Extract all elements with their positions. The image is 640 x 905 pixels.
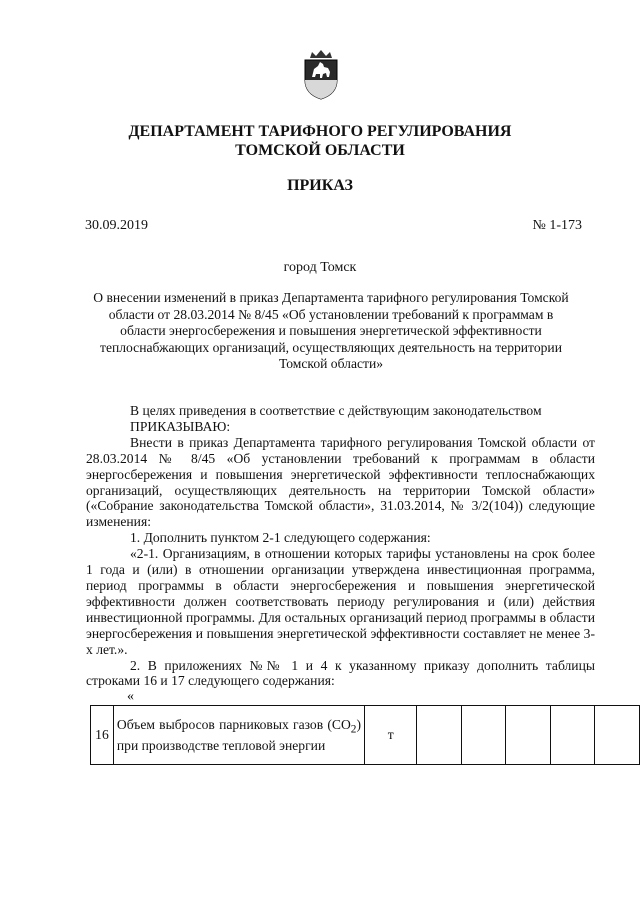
empty-cell [461, 706, 506, 765]
subject-line: О внесении изменений в приказ Департамента тарифного регулирования Томской [93, 290, 569, 305]
tomsk-coat-of-arms-icon [302, 50, 340, 100]
document-subject [80, 290, 582, 373]
quote-open-mark: « [127, 689, 134, 704]
body-paragraph: В целях приведения в соответствие с действующим законодательством [130, 403, 542, 418]
table-row [91, 706, 640, 765]
unit-cell: т [364, 706, 416, 765]
department-name-line2: ТОМСКОЙ ОБЛАСТИ [235, 142, 405, 159]
body-paragraph: 2. В приложениях №№ 1 и 4 к указанному приказу дополнить таблицы строками 16 и 17 следующего содержания: [86, 657, 595, 689]
order-keyword: ПРИКАЗЫВАЮ: [130, 418, 231, 434]
indicator-subscript: 2 [350, 723, 357, 736]
empty-cell [595, 706, 640, 765]
empty-cell [550, 706, 595, 765]
empty-cell [417, 706, 462, 765]
amendment-table [90, 705, 640, 765]
document-city: город Томск [283, 260, 357, 275]
document-body [86, 403, 595, 689]
body-paragraph: 1. Дополнить пунктом 2-1 следующего содержания: [130, 530, 431, 546]
department-name-line1: ДЕПАРТАМЕНТ ТАРИФНОГО РЕГУЛИРОВАНИЯ [128, 123, 512, 140]
subject-line: Томской области» [278, 356, 384, 371]
document-type: ПРИКАЗ [287, 177, 353, 194]
document-number: № 1-173 [532, 218, 582, 233]
indicator-name-part: Объем выбросов парниковых газов (CO [116, 716, 351, 732]
department-name [60, 122, 580, 160]
row-number: 16 [91, 706, 114, 765]
indicator-name [113, 706, 364, 765]
indicator-name-part: ) при производстве тепловой энергии [116, 716, 361, 753]
body-paragraph: Внести в приказ Департамента тарифного регулирования Томской области от 28.03.2014 № 8/45 «Об установлении требований к программам в области энергосбережения и повышения энергетической эффективности теплоснабжающих организаций, осуществляющих деятельность на территории Томской области» («Собрание законодательства Томской области», 31.03.2014, № 3/2(104)) следующие изменения: [86, 434, 595, 530]
body-paragraph: «2-1. Организациям, в отношении которых тарифы установлены на срок более 1 года и (или) в отношении организации утверждена инвестиционная программа, период программы в области энергосбережения и повышения энергетической эффективности должен соответствовать периоду регулирования и (или) действия инвестиционной программы. Для остальных организаций период программы в области энергосбережения и повышения энергетической эффективности составляет не менее 3-х лет.». [86, 546, 595, 657]
subject-line: области от 28.03.2014 № 8/45 «Об установлении требований к программам в [108, 306, 554, 322]
subject-line: области энергосбережения и повышения энергетической эффективности [120, 323, 542, 338]
document-date: 30.09.2019 [85, 218, 148, 233]
empty-cell [506, 706, 551, 765]
subject-line: теплоснабжающих организаций, осуществляющих деятельность на территории [100, 339, 562, 355]
